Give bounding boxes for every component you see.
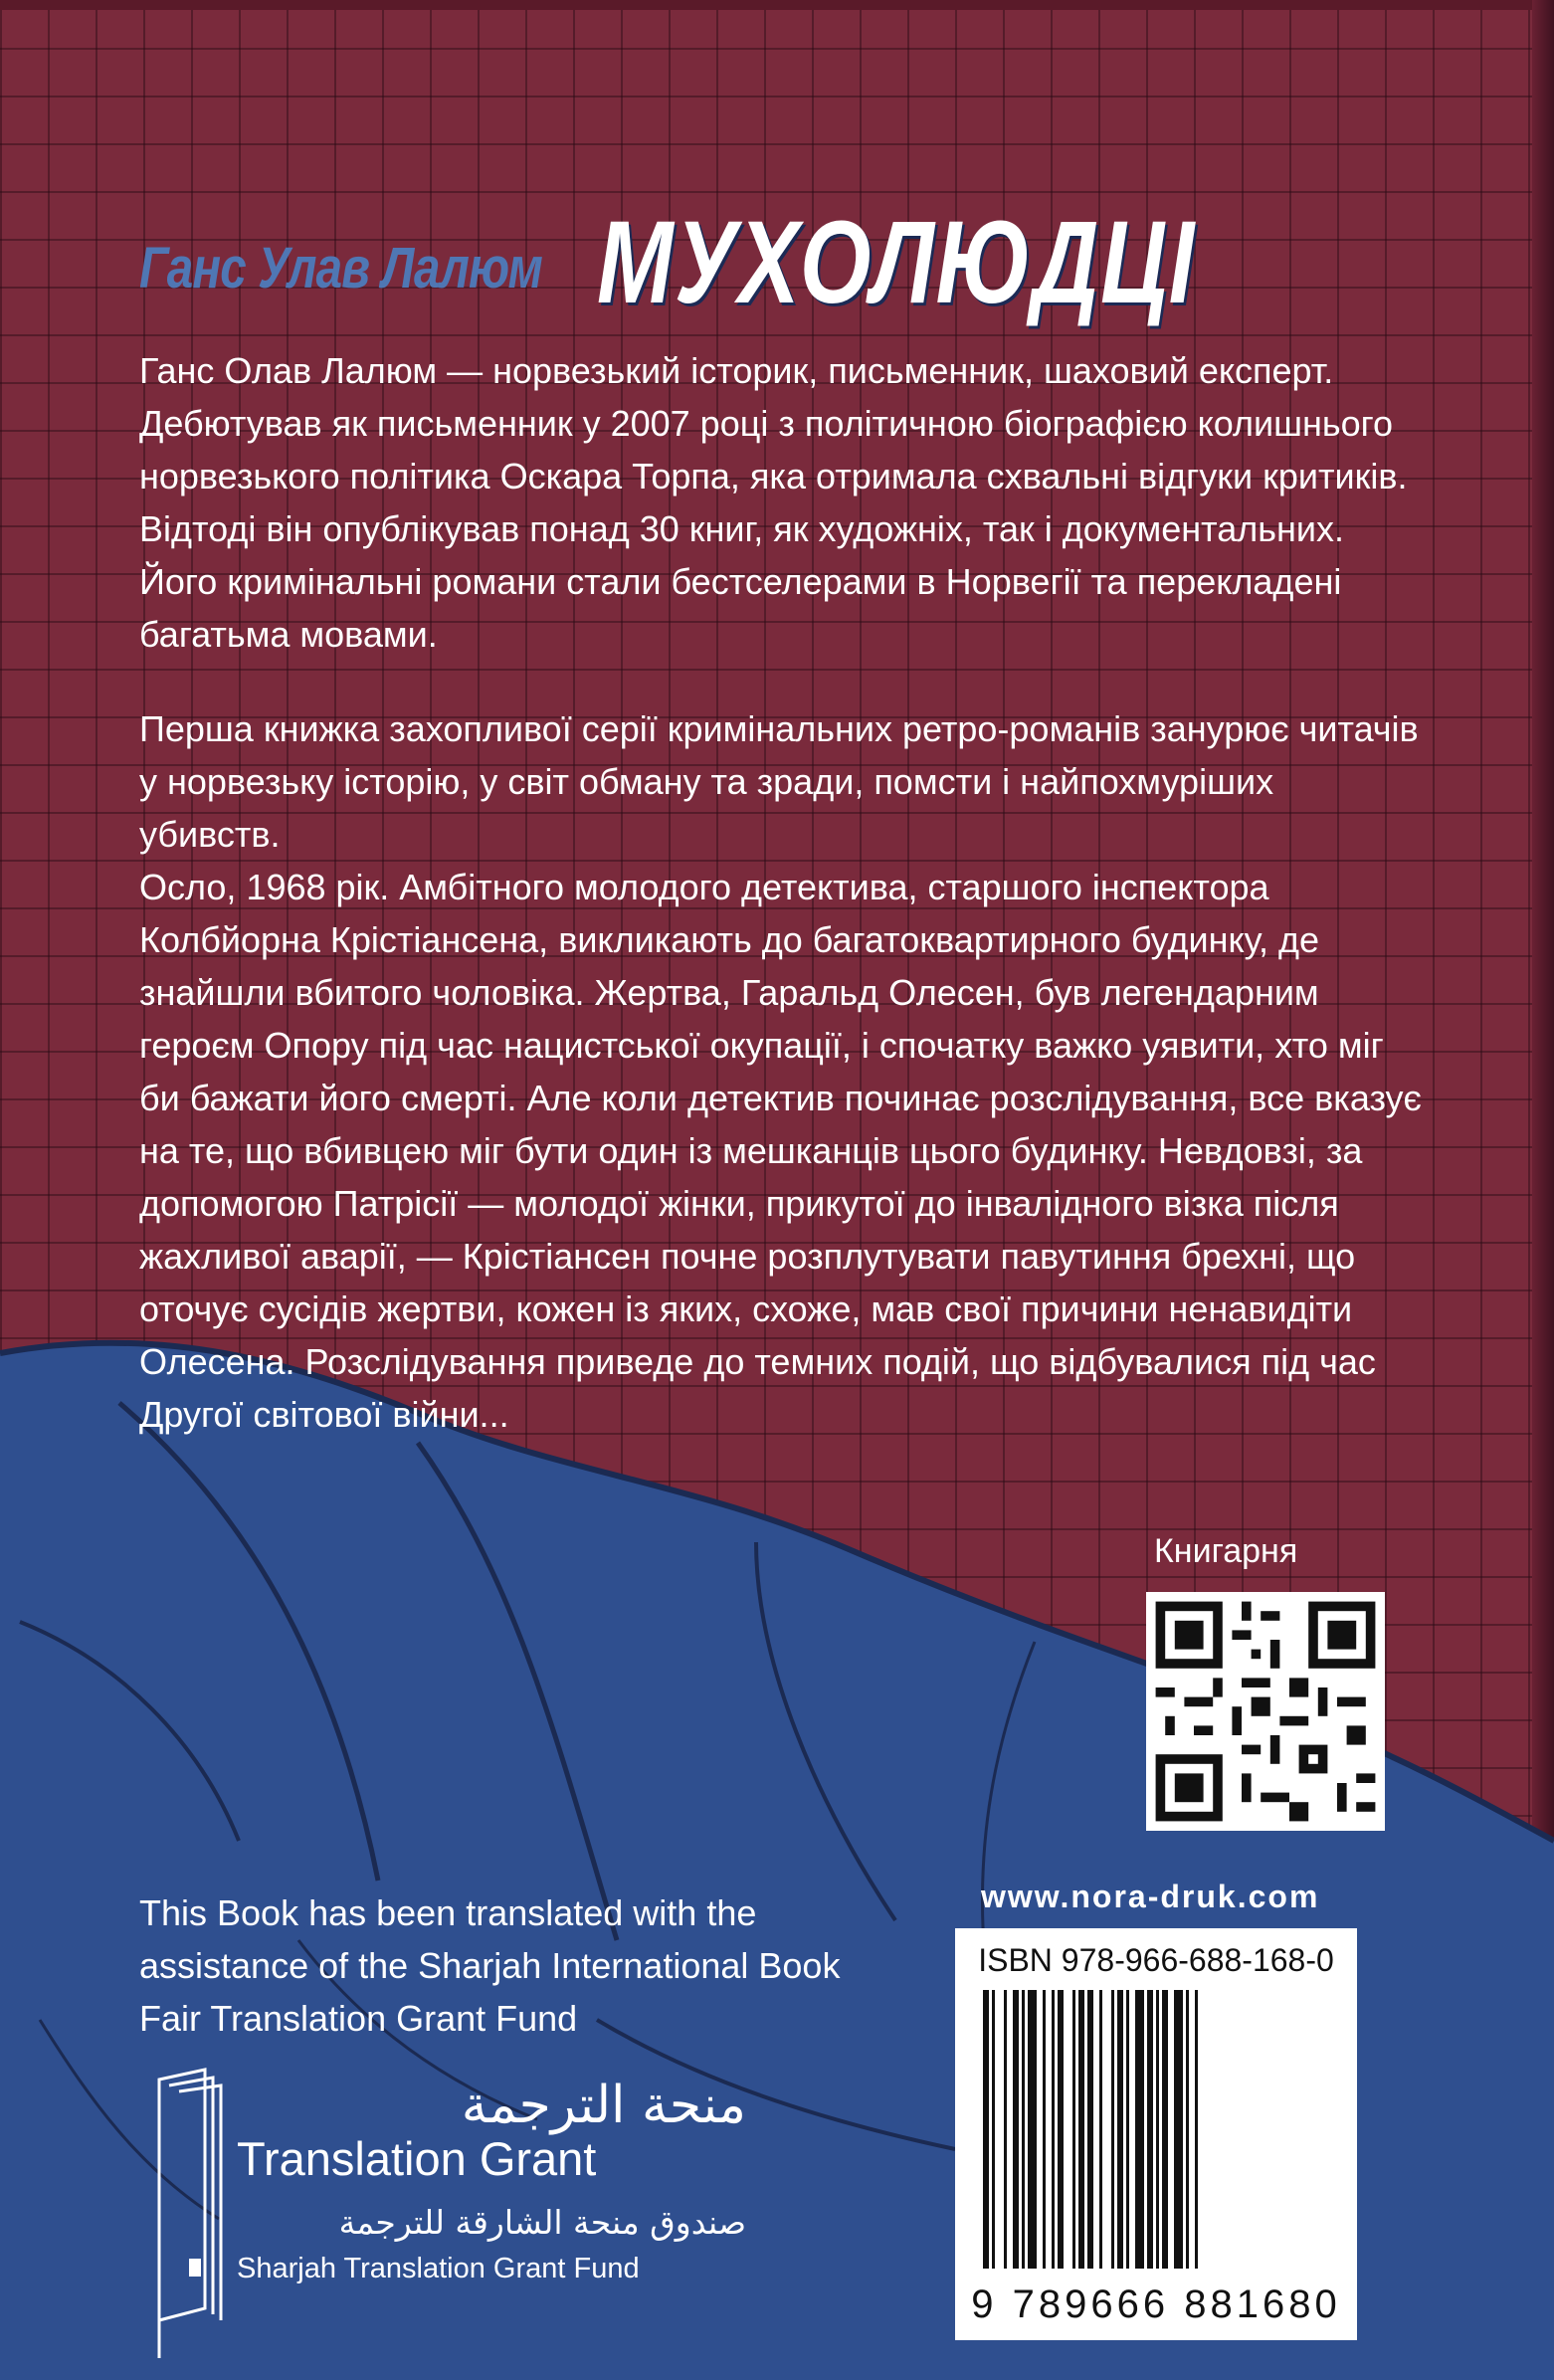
cover-top-edge [0, 0, 1554, 10]
barcode-panel [955, 1928, 1357, 2340]
author-bio [139, 344, 1423, 661]
grant-label: Translation Grant [237, 2132, 597, 2185]
qr-caption: Книгарня [1154, 1532, 1298, 1570]
author-name: Ганс Улав Лалюм [139, 236, 543, 300]
blurb-paragraph-2: Осло, 1968 рік. Амбітного молодого детектива, старшого інспектора Колбйорна Крістіансена, викликають до багатоквартирного будинку, де знайшли вбитого чоловіка. Жертва, Гаральд Олесен, був легендарним героєм Опору під час нацистської окупації, і спочатку важко уявити, хто міг би бажати його смерті. Але коли детектив починає розслідування, все вказує на те, що вбивцею міг бути один із мешканців цього будинку. Невдовзі, за допомогою Патрісії — молодої жінки, прикутої до інвалідного візка після жахливої аварії, — Крістіансен почне розплутувати павутиння брехні, що оточує сусідів жертви, кожен із яких, схоже, мав свої причини ненавидіти Олесена. Розслідування приведе до темних подій, що відбувалися під час Другої світової війни... [139, 867, 1422, 1435]
bio-paragraph: Ганс Олав Лалюм — норвезький історик, письменник, шаховий експерт. Дебютував як письменник у 2007 році з політичною біографією колишнього норвезького політика Оскара Торпа, яка отримала схвальні відгуки критиків. Відтоді він опублікував понад 30 книг, як художніх, так і документальних. Його кримінальні романи стали бестселерами в Норвегії та перекладені багатьма мовами. [139, 350, 1408, 655]
book-title: МУХОЛЮДЦІ [597, 197, 1196, 328]
blurb-paragraph-1: Перша книжка захопливої серії кримінальних ретро-романів занурює читачів у норвезьку історію, у світ обману та зради, помсти і найпохмуріших убивств. [139, 708, 1419, 855]
qr-code-icon[interactable] [1146, 1592, 1385, 1831]
arabic-grant-title: منحة الترجمة [461, 2076, 746, 2135]
book-blurb [139, 702, 1423, 1441]
grant-statement: This Book has been translated with the assistance of the Sharjah International Book Fair Translation Grant Fund [139, 1892, 841, 2039]
publisher-url[interactable]: www.nora-druk.com [981, 1879, 1320, 1914]
barcode-number: 9 789666 881680 [971, 2282, 1341, 2326]
title-row [139, 195, 1433, 328]
fund-label: Sharjah Translation Grant Fund [237, 2253, 640, 2284]
arabic-fund-name: صندوق منحة الشارقة للترجمة [338, 2203, 746, 2242]
isbn-text: ISBN 978-966-688-168-0 [978, 1942, 1334, 1978]
barcode-icon [977, 1990, 1335, 2279]
